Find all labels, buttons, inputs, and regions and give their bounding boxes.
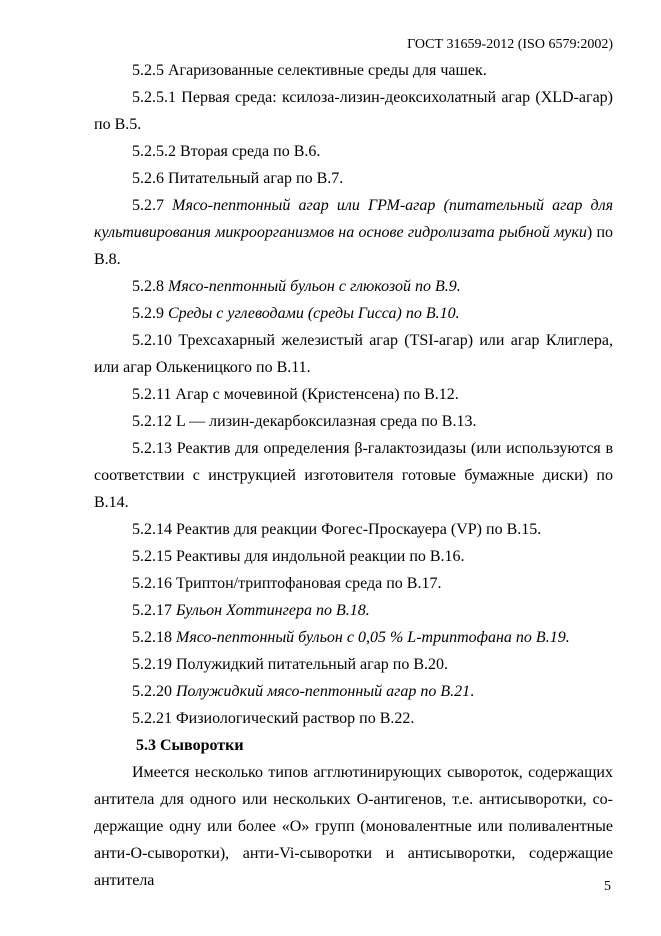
item-text: Первая среда: ксилоза-лизин-деоксихолатный агар (XLD-агар) по В.5. [94,89,614,133]
item-text-italic: Среды с углеводами (среды Гисса) по В.10. [168,305,460,322]
item-text-tail: ) по В.8. [94,224,614,268]
item-text-italic: Мясо-пептонный бульон с глюкозой по В.9. [168,278,461,295]
item-number: 5.2.20 [132,683,172,700]
item-number: 5.2.19 [132,656,172,673]
item-number: 5.2.8 [132,278,164,295]
item-number: 5.2.18 [132,629,172,646]
document-header: ГОСТ 31659-2012 (ISO 6579:2002) [407,37,613,52]
item-number: 5.2.13 [132,440,172,457]
item-text: Реактивы для индольной реакции по В.16. [176,548,465,565]
item-text: Реактив для реакции Фогес-Проскауера (VP) по В.15. [176,521,542,538]
item-text: Реактив для определения β-галактозидазы (или используются в соответствии с инструкцией изготовителя готовые бумажные диски) по В.14. [94,440,613,511]
list-item [94,165,613,192]
item-text: Питательный агар по В.7. [168,170,344,187]
item-number: 5.2.9 [132,305,164,322]
list-item [94,84,613,138]
list-item [94,516,613,543]
list-item [94,57,613,84]
page-number: 5 [604,879,611,894]
list-item [94,543,613,570]
item-text: L — лизин-декарбоксилазная среда по В.13. [176,413,477,430]
section-paragraph: Имеется несколько типов агглютинирующих сывороток, содержащих антитела для одного или нескольких О-антигенов, т.е. антисыворотки, содержащие одну или более «О» групп (моновалентные или поливалентные анти-О-сыворотки), анти-Vi-сыворотки и антисыворотки, содержащие антитела [94,764,613,889]
list-item [94,435,613,516]
section-heading: 5.3 Сыворотки [136,737,244,754]
document-body [94,57,613,894]
list-item [94,273,613,300]
item-text-italic: Бульон Хоттингера по В.18. [176,602,370,619]
item-text: Агар с мочевиной (Кристенсена) по В.12. [175,386,459,403]
item-number: 5.2.16 [132,575,172,592]
item-number: 5.2.12 [132,413,172,430]
item-number: 5.2.21 [132,710,172,727]
item-number: 5.2.7 [132,197,164,214]
list-item [94,624,613,651]
list-item [94,381,613,408]
item-number: 5.2.10 [132,332,172,349]
list-item [94,408,613,435]
list-item [94,651,613,678]
item-text: Вторая среда по В.6. [180,143,321,160]
item-text: Агаризованные селективные среды для чашек. [168,62,487,79]
list-item [94,570,613,597]
list-item [94,678,613,705]
item-text-italic: Полужидкий мясо-пептонный агар по В.21 [176,683,471,700]
item-text-tail: . [470,683,475,700]
item-number: 5.2.5.2 [132,143,176,160]
item-number: 5.2.17 [132,602,172,619]
list-item [94,192,613,273]
item-text: Триптон/триптофановая среда по В.17. [176,575,442,592]
list-item [94,138,613,165]
list-item [94,327,613,381]
item-number: 5.2.14 [132,521,172,538]
item-number: 5.2.15 [132,548,172,565]
item-text: Полужидкий питательный агар по В.20. [176,656,449,673]
item-number: 5.2.5 [132,62,164,79]
item-number: 5.2.5.1 [132,89,176,106]
item-number: 5.2.11 [132,386,172,403]
item-text-italic: Мясо-пептонный агар или ГРМ-агар (питательный агар для культивирования микроорганизмов на основе гидролизата рыбной муки [94,197,614,241]
item-text-italic: Мясо-пептонный бульон с 0,05 % L-триптофана по В.19. [176,629,570,646]
item-text: Трехсахарный железистый агар (TSI-агар) или агар Клиглера, или агар Олькеницкого по В.11. [94,332,613,376]
item-text: Физиологический раствор по В.22. [176,710,415,727]
list-item [94,705,613,732]
list-item [94,597,613,624]
item-number: 5.2.6 [132,170,164,187]
list-item [94,300,613,327]
